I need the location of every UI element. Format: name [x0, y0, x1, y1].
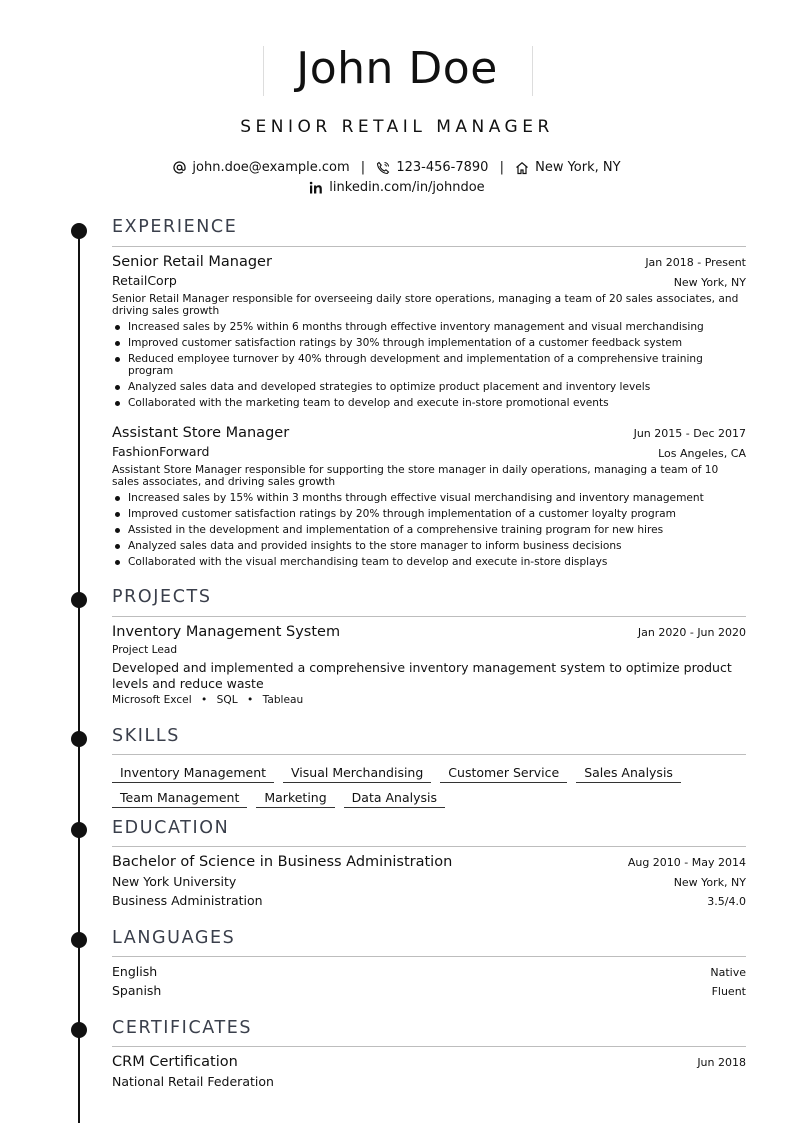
language-level: Native [710, 966, 746, 979]
education-dates: Aug 2010 - May 2014 [627, 856, 746, 869]
list-item: Improved customer satisfaction ratings by 20% through implementation of a customer loyalty program [112, 508, 746, 520]
job-summary: Assistant Store Manager responsible for supporting the store manager in daily operations, managing a team of 10 sales associates, and driving sales growth [112, 464, 719, 488]
job-dates: Jan 2018 - Present [645, 256, 746, 269]
home-icon [515, 161, 529, 175]
project-dates: Jan 2020 - Jun 2020 [637, 626, 746, 639]
certificate-name: CRM Certification [112, 1054, 238, 1070]
timeline-dot-projects [71, 592, 87, 608]
skill-tag: Marketing [256, 790, 334, 808]
language-name: Spanish [112, 983, 162, 998]
project-description: Developed and implemented a comprehensive inventory management system to optimize product levels and reduce waste [112, 660, 732, 691]
timeline-dot-education [71, 822, 87, 838]
section-title-certificates: CERTIFICATES [112, 1018, 253, 1038]
section-title-skills: SKILLS [112, 726, 180, 746]
contact-row [0, 158, 794, 177]
job-dates: Jun 2015 - Dec 2017 [633, 427, 746, 440]
contact-separator: | [499, 160, 504, 175]
school: New York University [112, 874, 237, 889]
list-item: Increased sales by 25% within 6 months through effective inventory management and visual merchandising [112, 321, 746, 333]
location-text: New York, NY [535, 160, 621, 175]
linkedin-link[interactable]: linkedin.com/in/johndoe [329, 180, 485, 195]
linkedin-icon [309, 181, 323, 194]
timeline-line [78, 230, 80, 1123]
section-title-education: EDUCATION [112, 818, 230, 838]
timeline-dot-languages [71, 932, 87, 948]
tool-separator: • [246, 694, 254, 706]
tool-separator: • [201, 694, 208, 706]
contact-separator: | [360, 160, 366, 175]
gpa: 3.5/4.0 [707, 895, 746, 908]
candidate-name: John Doe [296, 43, 498, 94]
project-tool: Tableau [262, 694, 304, 706]
phone-icon [376, 161, 390, 175]
project-name: Inventory Management System [112, 624, 341, 640]
list-item: Analyzed sales data and developed strategies to optimize product placement and inventory levels [112, 381, 746, 393]
list-item: Analyzed sales data and provided insights to the store manager to inform business decisions [112, 540, 746, 552]
contact-row-linkedin [0, 178, 794, 197]
job-role: Senior Retail Manager [112, 254, 272, 270]
list-item: Assisted in the development and implementation of a comprehensive training program for new hires [112, 524, 746, 536]
project-tool: SQL [216, 694, 238, 706]
skill-tag: Customer Service [440, 765, 567, 783]
job-bullets [112, 492, 746, 572]
skill-tag: Team Management [112, 790, 247, 808]
language-level: Fluent [711, 985, 746, 998]
job-location: New York, NY [673, 276, 746, 289]
section-divider [112, 846, 746, 847]
section-divider [112, 246, 746, 247]
job-summary: Senior Retail Manager responsible for overseeing daily store operations, managing a team of 20 sales associates, and driving sales growth [112, 293, 739, 317]
timeline-dot-certificates [71, 1022, 87, 1038]
section-divider [112, 616, 746, 617]
list-item: Collaborated with the marketing team to develop and execute in-store promotional events [112, 397, 746, 409]
skill-tag: Inventory Management [112, 765, 274, 783]
project-tools [112, 694, 303, 706]
timeline-dot-experience [71, 223, 87, 239]
email-link[interactable]: john.doe@example.com [192, 160, 350, 175]
section-divider [112, 1046, 746, 1047]
list-item: Improved customer satisfaction ratings by 30% through implementation of a customer feedback system [112, 337, 746, 349]
language-name: English [112, 964, 158, 979]
timeline-dot-skills [71, 731, 87, 747]
job-company: FashionForward [112, 444, 210, 459]
job-location: Los Angeles, CA [658, 447, 746, 460]
job-title: SENIOR RETAIL MANAGER [240, 117, 554, 137]
job-bullets [112, 321, 746, 413]
section-title-projects: PROJECTS [112, 587, 212, 607]
list-item: Reduced employee turnover by 40% through development and implementation of a comprehensive training program [112, 353, 746, 377]
section-divider [112, 956, 746, 957]
project-tool: Microsoft Excel [112, 694, 192, 706]
certificate-date: Jun 2018 [697, 1056, 746, 1069]
school-location: New York, NY [673, 876, 746, 889]
field-of-study: Business Administration [112, 893, 263, 908]
skill-tag: Sales Analysis [576, 765, 681, 783]
project-role: Project Lead [112, 644, 178, 656]
certificate-issuer: National Retail Federation [112, 1074, 274, 1089]
section-title-experience: EXPERIENCE [112, 217, 238, 237]
at-icon [173, 161, 186, 174]
degree: Bachelor of Science in Business Administration [112, 854, 453, 870]
phone-number[interactable]: 123-456-7890 [396, 160, 489, 175]
list-item: Increased sales by 15% within 3 months through effective visual merchandising and inventory management [112, 492, 746, 504]
section-divider [112, 754, 746, 755]
skill-tag: Data Analysis [344, 790, 445, 808]
list-item: Collaborated with the visual merchandising team to develop and execute in-store displays [112, 556, 746, 568]
job-company: RetailCorp [112, 273, 177, 288]
job-role: Assistant Store Manager [112, 425, 290, 441]
section-title-languages: LANGUAGES [112, 928, 236, 948]
skill-tag: Visual Merchandising [283, 765, 431, 783]
skills-list [112, 762, 752, 812]
